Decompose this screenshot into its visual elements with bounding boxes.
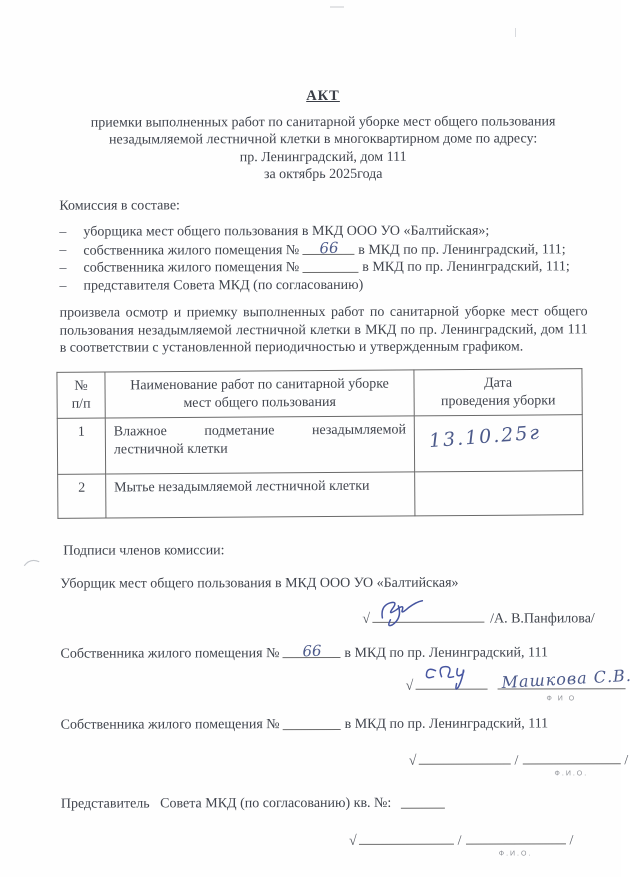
apartment-number-blank (283, 641, 341, 660)
commission-heading: Комиссия в составе: (59, 197, 180, 214)
apartment-number-blank (303, 238, 355, 257)
slash-separator: / (624, 752, 629, 768)
sig4-name-line (466, 828, 566, 858)
sig3-label: Собственника жилого помещения № в МКД по пр. Ленинградский, 111 (60, 716, 549, 733)
sig2-name-line (497, 665, 633, 703)
sig1-label: Уборщик мест общего пользования в МКД ООО УО «Балтийская» (60, 575, 459, 592)
sig3-signature-line (418, 748, 510, 764)
sig4-signature-row (61, 828, 589, 858)
sig1-signature-row (60, 606, 595, 629)
sig4-label: Представитель Совета МКД (по согласованию) кв. №: (61, 794, 589, 813)
fio-label: Ф И О (546, 695, 577, 703)
commission-members-list (59, 222, 587, 294)
fio-label: Ф.И.О. (554, 769, 589, 777)
sig3-name-line (522, 748, 620, 777)
document-content (59, 87, 633, 858)
handwritten-signature (421, 663, 467, 695)
header-number-column: № п/п (57, 372, 105, 418)
row-date-cell (415, 470, 583, 515)
commission-member (59, 240, 587, 260)
row-number-cell: 1 (57, 418, 105, 474)
handwritten-signature (378, 597, 430, 627)
commission-member (59, 258, 587, 277)
member-text: собственника жилого помещения № 66 в МКД по пр. Ленинградский, 111; (83, 238, 566, 259)
subtitle-line: за октябрь 2025года (263, 166, 383, 183)
row-date-cell (414, 414, 582, 471)
list-dash: – (59, 224, 67, 240)
page-title: АКТ (306, 87, 340, 105)
row-number-cell: 2 (58, 474, 106, 518)
commission-member (59, 276, 587, 295)
document-subtitle (59, 113, 587, 184)
slash-separator: / (569, 833, 574, 849)
list-dash: – (59, 260, 67, 276)
member-text: представителя Совета МКД (по согласованию) (83, 277, 364, 294)
handwritten-name: Машкова С.В. (500, 665, 633, 692)
row-work-cell: Влажное подметание незадымляемой лестничной клетки (105, 415, 415, 473)
tick-mark: √ (408, 753, 417, 769)
sig2-label: Собственника жилого помещения № 66 в МКД по пр. Ленинградский, 111 (60, 641, 548, 662)
sig1-printed-name: /А. В.Панфилова/ (490, 610, 595, 627)
table-row (57, 414, 582, 474)
handwritten-date: 13.10.25г (428, 421, 542, 452)
header-work-column: Наименование работ по санитарной уборке мест общего пользования (105, 369, 415, 417)
slash-separator: / (457, 833, 462, 849)
signatures-heading: Подписи членов комиссии: (63, 542, 225, 559)
slash-separator: / (514, 752, 519, 769)
member-text: уборщика мест общего пользования в МКД ООО УО «Балтийская»; (83, 223, 490, 240)
tick-mark: √ (405, 678, 414, 694)
apartment-number-blank (283, 716, 341, 730)
subtitle-line: пр. Ленинградский, дом 111 (239, 149, 407, 165)
tick-mark: √ (348, 833, 357, 849)
body-paragraph: произвела осмотр и приемку выполненных работ по санитарной уборке мест общего пользования незадымляемой лестничной клетки в МКД по пр. Ленинградский, дом 111 в соответствии с установленной периодичностью и утвержденным графиком. (59, 304, 588, 356)
sig4-signature-line (359, 829, 454, 845)
sig1-signature-line (372, 606, 484, 622)
fio-label: Ф.И.О. (498, 850, 533, 858)
scan-artifact-mark (515, 28, 516, 37)
scan-artifact-mark (330, 6, 344, 8)
subtitle-line: незадымляемой лестничной клетки в многоквартирном доме по адресу: (109, 131, 538, 148)
list-dash: – (59, 242, 67, 258)
handwritten-apartment-number: 66 (302, 641, 322, 660)
works-table (56, 368, 583, 519)
subtitle-line: приемки выполненных работ по санитарной уборке мест общего пользования (90, 113, 556, 131)
handwritten-apartment-number: 66 (318, 238, 339, 257)
sig2-signature-line (415, 674, 487, 690)
row-work-cell: Мытье незадымляемой лестничной клетки (106, 471, 416, 517)
member-text: собственника жилого помещения № в МКД по пр. Ленинградский, 111; (83, 259, 570, 276)
sig3-signature-row (61, 748, 629, 777)
apartment-number-blank (303, 259, 359, 273)
scan-artifact-curve (22, 556, 42, 570)
table-header-row (57, 368, 582, 418)
header-date-column: Дата проведения уборки (414, 368, 582, 415)
apartment-number-blank (401, 794, 445, 808)
list-dash: – (59, 278, 67, 294)
sig2-signature-row (61, 665, 633, 703)
table-row (58, 470, 583, 518)
tick-mark: √ (362, 611, 371, 627)
